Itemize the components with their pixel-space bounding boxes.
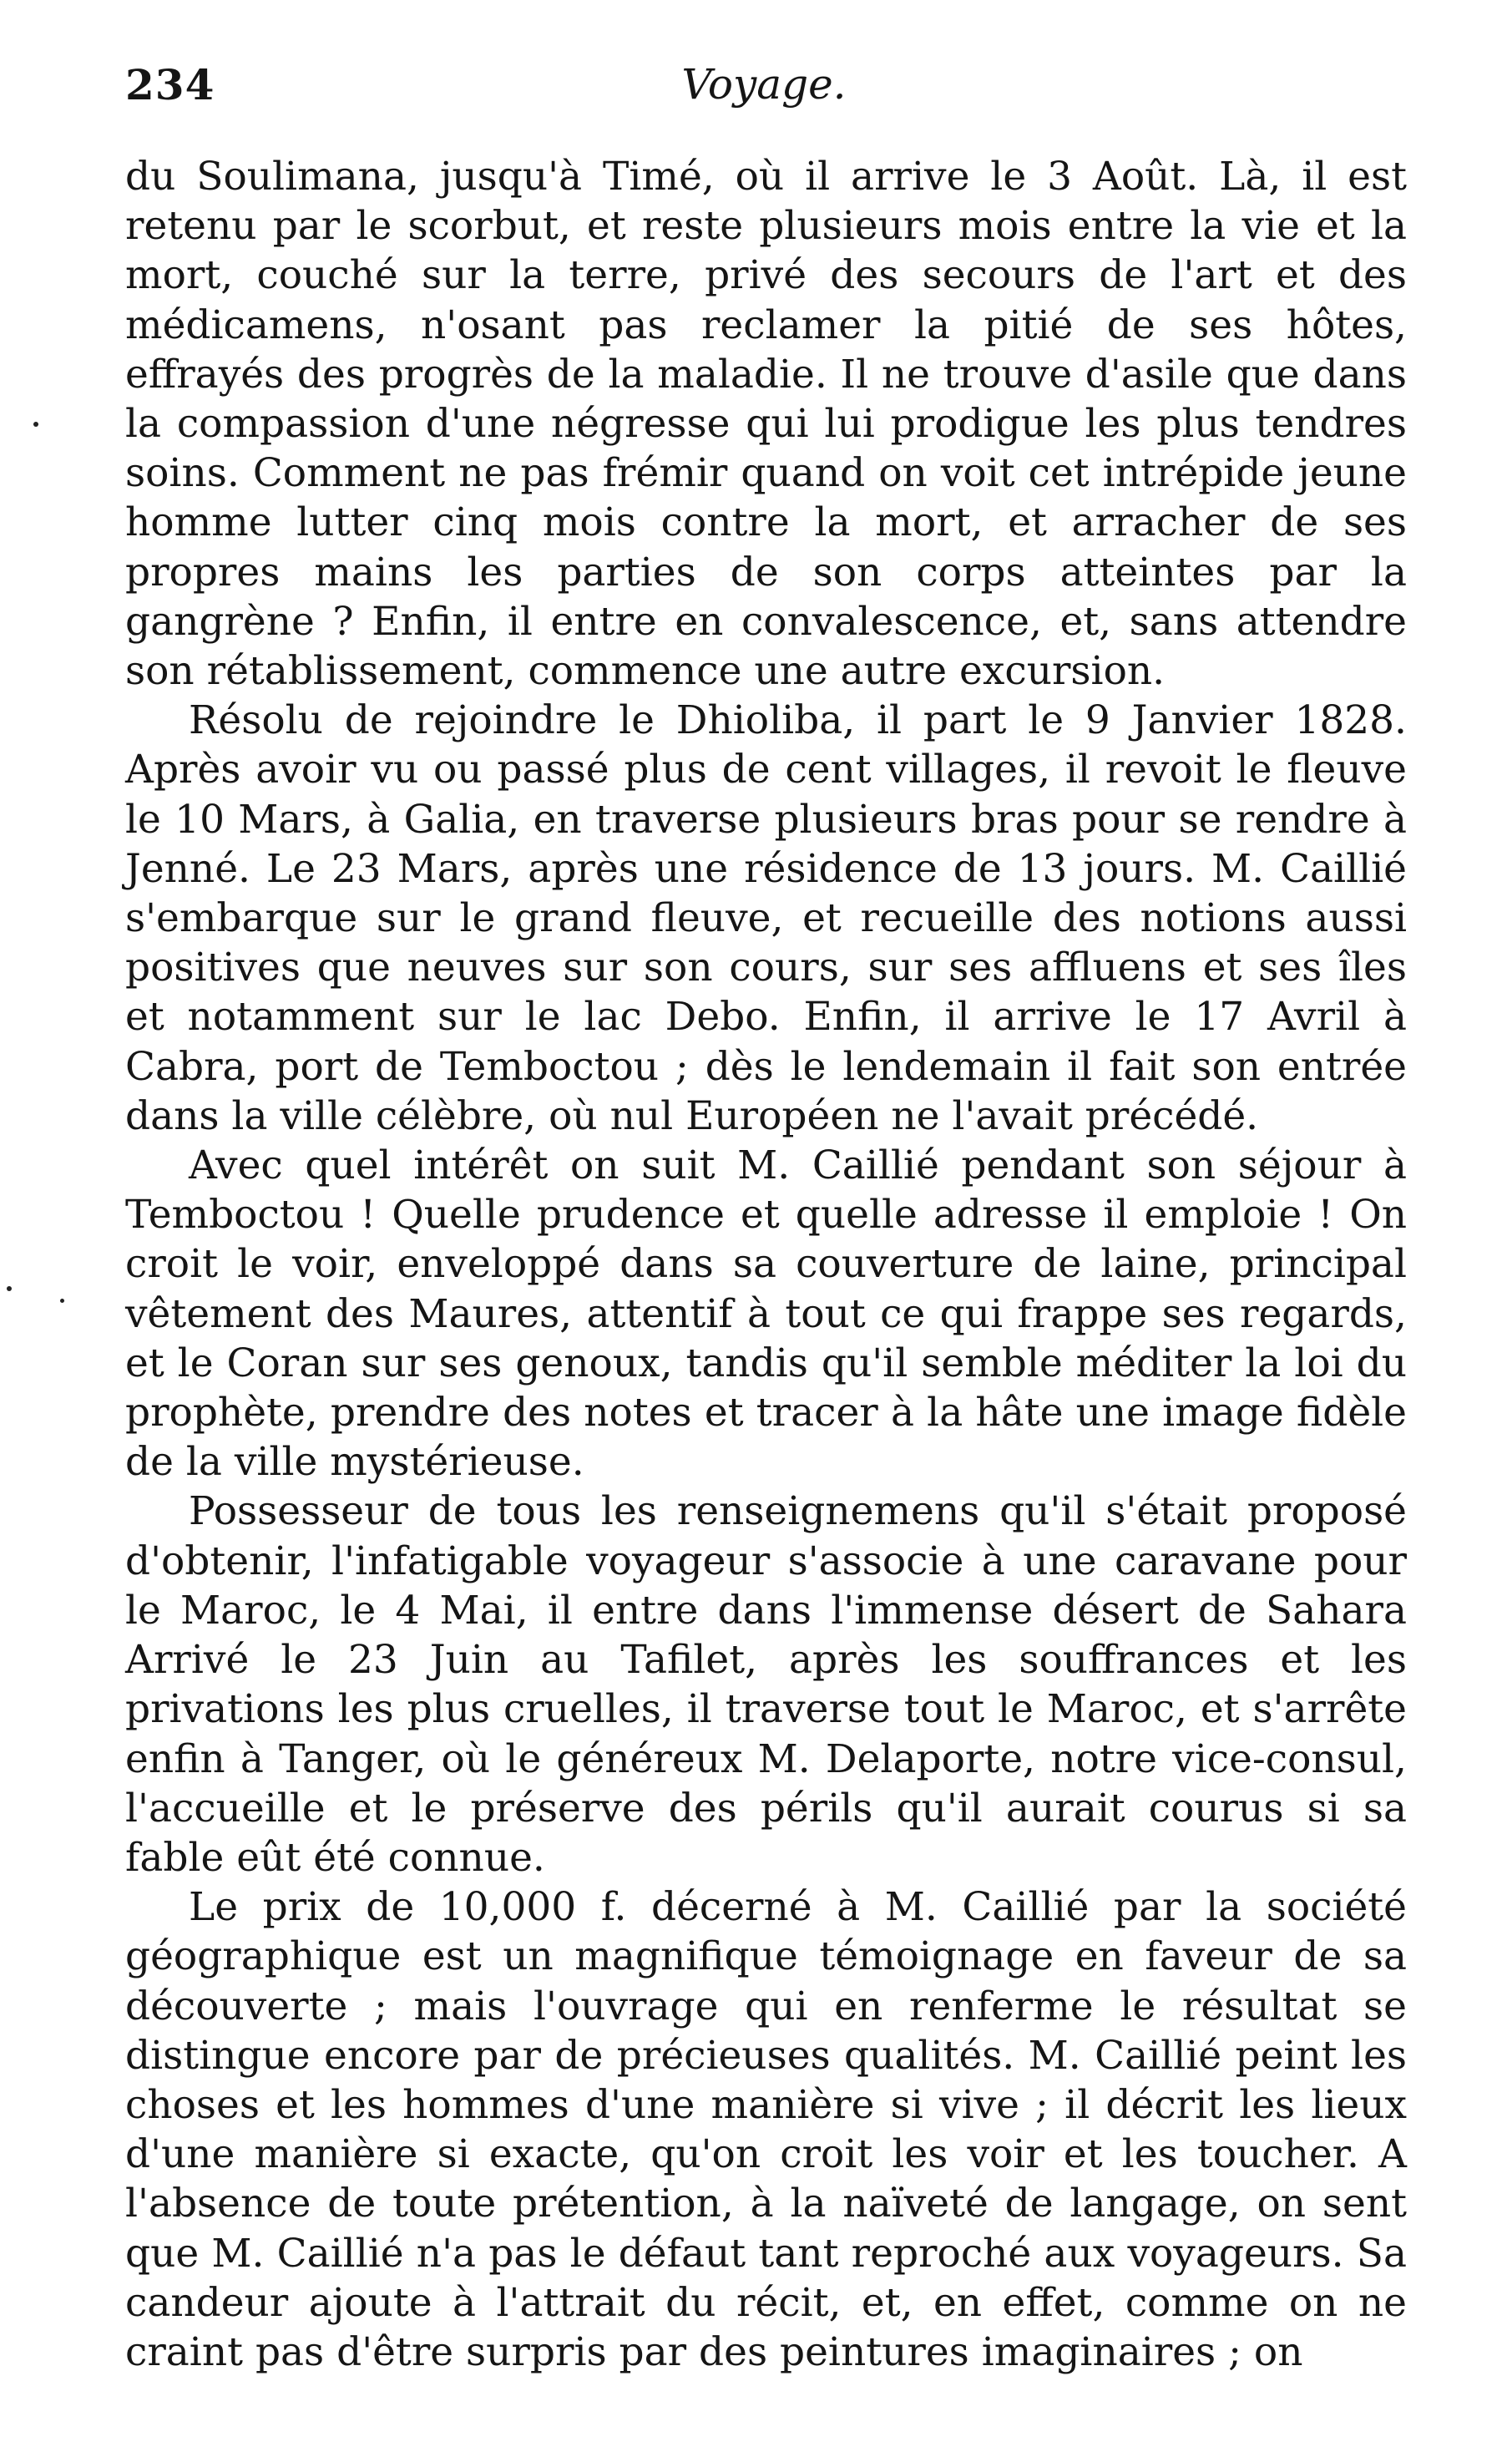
paragraph-3: Avec quel intérêt on suit M. Caillié pendant son séjour à Temboctou ! Quelle prudence et quelle adresse il emploie ! On croit le voir, enveloppé dans sa couverture de laine, principal vêtement des Maures, attentif à tout ce qui frappe ses regards, et le Coran sur ses genoux, tandis qu'il semble méditer la loi du prophète, prendre des notes et tracer à la hâte une image fidèle de la ville mystérieuse. [125, 1142, 1407, 1486]
running-title: Voyage. [681, 60, 847, 109]
ink-speck [7, 1286, 12, 1291]
page-number: 234 [125, 60, 215, 109]
ink-speck [60, 1299, 64, 1303]
ink-speck [33, 422, 38, 427]
paragraph-2: Résolu de rejoindre le Dhioliba, il part le 9 Janvier 1828. Après avoir vu ou passé plus de cent villages, il revoit le fleuve le 10 Mars, à Galia, en traverse plusieurs bras pour se rendre à Jenné. Le 23 Mars, après une résidence de 13 jours. M. Caillié s'embarque sur le grand fleuve, et recueille des notions aussi positives que neuves sur son cours, sur ses affluens et ses îles et notamment sur le lac Debo. Enfin, il arrive le 17 Avril à Cabra, port de Temboctou ; dès le lendemain il fait son entrée dans la ville célèbre, où nul Européen ne l'avait précédé. [125, 697, 1407, 1139]
body-text [125, 152, 1407, 2377]
paragraph-4: Possesseur de tous les renseignemens qu'il s'était proposé d'obtenir, l'infatigable voyageur s'associe à une caravane pour le Maroc, le 4 Mai, il entre dans l'immense désert de Sahara Arrivé le 23 Juin au Tafilet, après les souffrances et les privations les plus cruelles, il traverse tout le Maroc, et s'arrête enfin à Tanger, où le généreux M. Delaporte, notre vice-consul, l'accueille et le préserve des périls qu'il aurait courus si sa fable eût été connue. [125, 1488, 1407, 1881]
running-head [125, 60, 1403, 127]
paragraph-1: du Soulimana, jusqu'à Timé, où il arrive le 3 Août. Là, il est retenu par le scorbut, et reste plusieurs mois entre la vie et la mort, couché sur la terre, privé des secours de l'art et des médicamens, n'osant pas reclamer la pitié de ses hôtes, effrayés des progrès de la maladie. Il ne trouve d'asile que dans la compassion d'une négresse qui lui prodigue les plus tendres soins. Comment ne pas frémir quand on voit cet intrépide jeune homme lutter cinq mois contre la mort, et arracher de ses propres mains les parties de son corps atteintes par la gangrène ? Enfin, il entre en convalescence, et, sans attendre son rétablissement, commence une autre excursion. [125, 154, 1407, 695]
paragraph-5: Le prix de 10,000 f. décerné à M. Caillié par la société géographique est un magnifique témoignage en faveur de sa découverte ; mais l'ouvrage qui en renferme le résultat se distingue encore par de précieuses qualités. M. Caillié peint les choses et les hommes d'une manière si vive ; il décrit les lieux d'une manière si exacte, qu'on croit les voir et les toucher. A l'absence de toute prétention, à la naïveté de langage, on sent que M. Caillié n'a pas le défaut tant reproché aux voyageurs. Sa candeur ajoute à l'attrait du récit, et, en effet, comme on ne craint pas d'être surpris par des peintures imaginaires ; on [125, 1884, 1407, 2375]
